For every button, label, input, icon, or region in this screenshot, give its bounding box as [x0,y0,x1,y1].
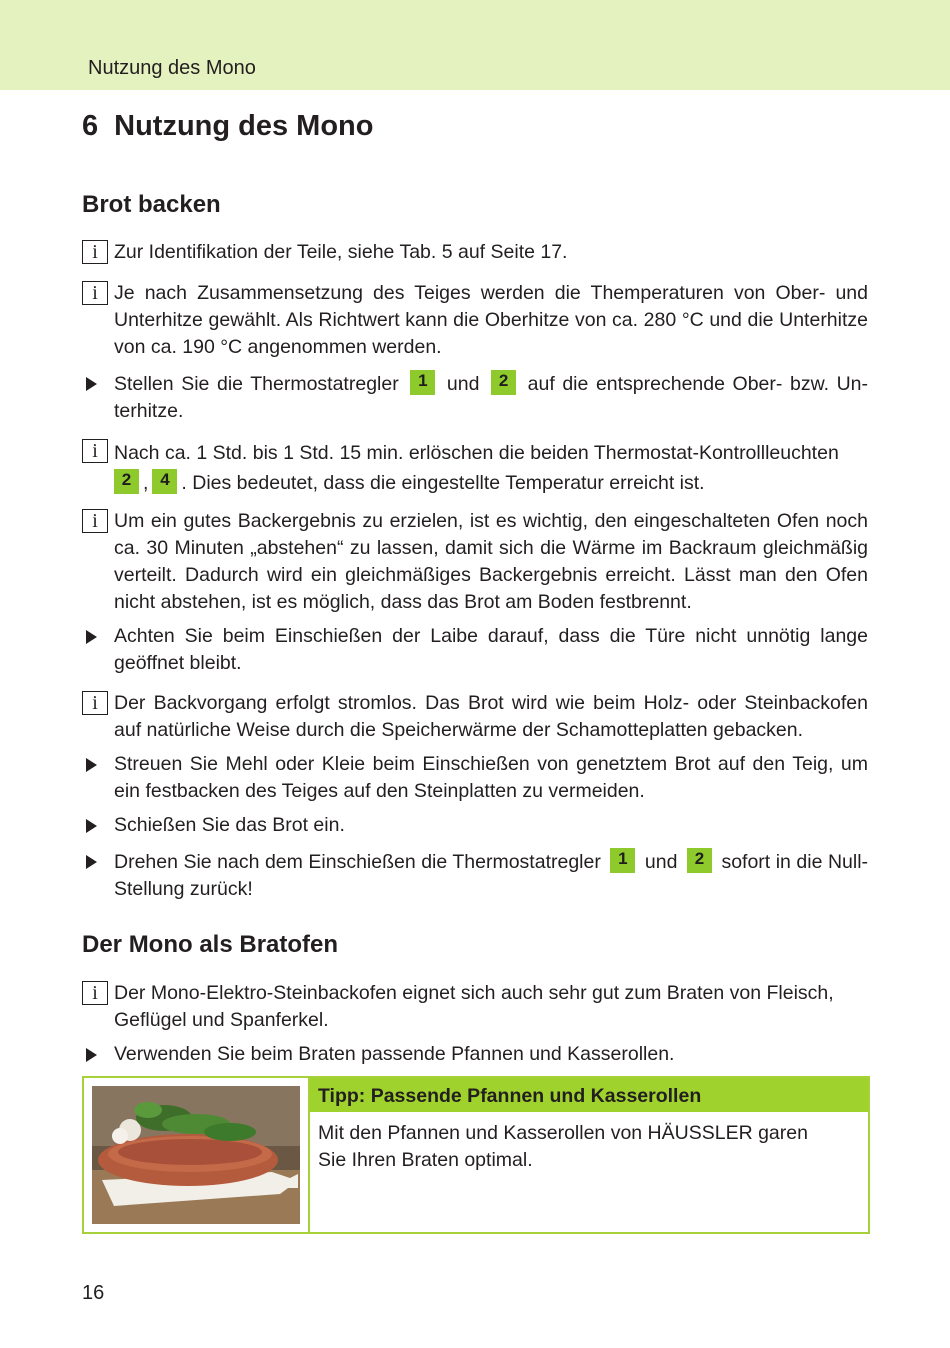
text-segment: auf die entsprechende Ober- bzw. Unterhitze. [114,373,869,422]
chapter-title-text: Nutzung des Mono [114,110,374,142]
triangle-bullet-icon [86,758,97,772]
bullet-paragraph [82,848,868,903]
info-paragraph [82,280,868,361]
paragraph-text [114,438,868,498]
page-number: 16 [82,1282,105,1304]
chapter-number: 6 [82,110,99,142]
paragraph-text: Der Mono-Elektro-Steinbackofen eignet sich auch sehr gut zum Braten von Fleisch, Geflügel und Spanferkel. [114,982,834,1031]
paragraph-text: Um ein gutes Backergebnis zu erzielen, ist es wichtig, den eingeschalteten Ofen noch ca. 30 Minuten „abstehen“ zu lassen, damit sich die Wärme im Backraum gleichmäßig verteilt. Dadurch wird ein gleichmäßiges Backergebnis erreicht. Lässt man den Ofen nicht abstehen, ist es möglich, dass das Brot am Boden festbrennt. [114,510,868,613]
paragraph-text [114,370,868,425]
bullet-paragraph [82,1041,868,1068]
paragraph-text [114,848,868,903]
casserole-photo [84,1078,310,1232]
paragraph-text: Der Backvorgang erfolgt stromlos. Das Brot wird wie beim Holz- oder Steinbackofen auf natürliche Weise durch die Speicherwärme der Schamotteplatten gebacken. [114,692,868,741]
component-number-badge: 1 [410,370,435,395]
text-segment: . Dies bedeutet, dass die eingestellte Temperatur erreicht ist. [181,472,705,494]
text-segment: Drehen Sie nach dem Einschießen die Thermostatregler [114,851,601,873]
running-header-title: Nutzung des Mono [88,57,256,79]
bullet-paragraph [82,751,868,805]
component-number-badge: 2 [114,469,139,494]
info-paragraph [82,980,868,1034]
bullet-paragraph [82,623,868,677]
paragraph-text: Schießen Sie das Brot ein. [114,814,345,836]
info-icon: i [82,981,108,1005]
text-segment: und [446,373,480,395]
info-icon: i [82,439,108,463]
text-segment: und [644,851,678,873]
info-icon: i [82,509,108,533]
info-icon: i [82,281,108,305]
info-icon: i [82,240,108,264]
text-segment: sofort in die Null-Stellung zurück! [114,851,869,900]
tip-title: Tipp: Passende Pfannen und Kasserollen [310,1078,868,1112]
text-segment: Nach ca. 1 Std. bis 1 Std. 15 min. erlöschen die beiden Thermostat-Kontrollleuchten [114,442,839,464]
triangle-bullet-icon [86,377,97,391]
text-segment: , [143,472,149,494]
casserole-photo-illustration [84,1078,308,1232]
info-paragraph [82,438,868,498]
triangle-bullet-icon [86,855,97,869]
paragraph-text: Verwenden Sie beim Braten passende Pfannen und Kasserollen. [114,1043,675,1065]
section-heading-brot-backen: Brot backen [82,191,221,218]
tip-box [82,1076,870,1234]
component-number-badge: 2 [687,848,712,873]
section-heading-bratofen: Der Mono als Bratofen [82,931,339,958]
component-number-badge: 4 [152,469,177,494]
tip-body-text: Mit den Pfannen und Kasserollen von HÄUSSLER garen Sie Ihren Braten optimal. [318,1122,808,1171]
bullet-paragraph [82,812,868,839]
info-icon: i [82,691,108,715]
info-paragraph [82,508,868,616]
component-number-badge: 1 [610,848,635,873]
info-paragraph [82,239,868,266]
paragraph-text: Streuen Sie Mehl oder Kleie beim Einschießen von genetztem Brot auf den Teig, um ein festbacken des Teiges auf den Steinplatten zu vermeiden. [114,753,868,802]
chapter-title [82,108,373,144]
component-number-badge: 2 [491,370,516,395]
paragraph-text: Je nach Zusammensetzung des Teiges werden die Themperaturen von Ober- und Unterhitze gewählt. Als Richtwert kann die Oberhitze von ca. 280 °C und die Unterhitze von ca. 190 °C angenommen werden. [114,282,868,358]
paragraph-text: Zur Identifikation der Teile, siehe Tab. 5 auf Seite 17. [114,241,568,263]
triangle-bullet-icon [86,1048,97,1062]
triangle-bullet-icon [86,630,97,644]
paragraph-text: Achten Sie beim Einschießen der Laibe darauf, dass die Türe nicht unnötig lange geöffnet bleibt. [114,625,868,674]
bullet-paragraph [82,370,868,425]
text-segment: Stellen Sie die Thermostatregler [114,373,399,395]
triangle-bullet-icon [86,819,97,833]
info-paragraph [82,690,868,744]
